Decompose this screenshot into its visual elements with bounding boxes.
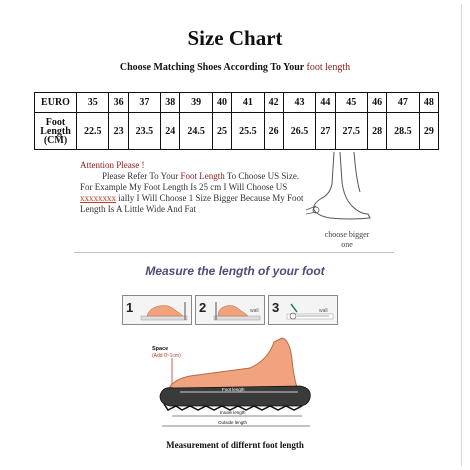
foot-length-cell: 26 <box>264 113 283 150</box>
divider <box>74 252 394 253</box>
foot-length-cell: 28.5 <box>387 113 419 150</box>
foot-label-line: Foot <box>45 116 66 128</box>
euro-size-cell: 48 <box>419 93 438 113</box>
page-title: Size Chart <box>187 26 283 50</box>
foot-against-wall-icon <box>212 300 262 322</box>
attention-text: Please Refer To Your <box>102 171 181 181</box>
foot-length-cell: 28 <box>367 113 386 150</box>
foot-label-line: Length <box>40 125 71 137</box>
space-value: (Add 0~1cm) <box>152 353 181 359</box>
outsole-length-label: Outside length <box>218 420 248 425</box>
euro-size-cell: 45 <box>335 93 367 113</box>
foot-length-cell: 29 <box>419 113 438 150</box>
foot-length-cell: 25 <box>212 113 231 150</box>
euro-size-cell: 42 <box>264 93 283 113</box>
attention-note <box>80 160 310 215</box>
euro-size-cell: 35 <box>77 93 109 113</box>
foot-label-line: (CM) <box>43 134 68 146</box>
foot-length-cell: 27.5 <box>335 113 367 150</box>
euro-row <box>35 93 439 113</box>
measure-heading: Measure the length of your foot <box>145 264 325 278</box>
foot-length-row <box>35 113 439 150</box>
insole-length-label: Insole length <box>220 410 246 415</box>
choose-note: choose bigger one <box>324 230 370 249</box>
subtitle-text: Choose Matching Shoes According To Your <box>119 62 307 73</box>
euro-size-cell: 37 <box>128 93 160 113</box>
attention-highlight: Foot Length <box>180 171 225 181</box>
euro-size-cell: 43 <box>283 93 315 113</box>
step-number: 2 <box>199 300 207 315</box>
foot-length-cell: 26.5 <box>283 113 315 150</box>
euro-size-cell: 41 <box>232 93 264 113</box>
step-1-panel <box>122 295 192 325</box>
foot-length-cell: 23.5 <box>128 113 160 150</box>
subtitle <box>0 62 470 73</box>
ruler-mark-icon <box>285 300 335 322</box>
euro-size-cell: 47 <box>387 93 419 113</box>
size-table <box>34 92 439 150</box>
foot-sketch-icon <box>300 148 380 228</box>
euro-size-cell: 39 <box>180 93 212 113</box>
foot-length-cell: 25.5 <box>232 113 264 150</box>
step-2-panel <box>195 295 265 325</box>
foot-length-label: Foot length <box>222 387 245 392</box>
euro-size-cell: 40 <box>212 93 231 113</box>
euro-size-cell: 44 <box>316 93 335 113</box>
foot-length-cell: 24.5 <box>180 113 212 150</box>
foot-length-cell: 27 <box>316 113 335 150</box>
foot-length-cell: 23 <box>109 113 128 150</box>
euro-size-cell: 38 <box>161 93 180 113</box>
euro-size-cell: 46 <box>367 93 386 113</box>
step-number: 1 <box>126 300 134 315</box>
wall-label: wall <box>319 308 328 314</box>
euro-label: EURO <box>35 93 77 113</box>
attention-title: Attention Please ! <box>80 160 145 170</box>
space-label: Space <box>152 346 169 352</box>
euro-size-cell: 36 <box>109 93 128 113</box>
foot-length-label <box>35 113 77 150</box>
diagram-caption: Measurement of differnt foot length <box>166 440 304 450</box>
foot-length-cell: 24 <box>161 113 180 150</box>
step-3-panel <box>268 295 338 325</box>
measure-steps <box>122 295 338 325</box>
foot-measure-diagram <box>150 330 320 430</box>
attention-redacted: xxxxxxxx <box>80 193 116 203</box>
step-number: 3 <box>272 300 280 315</box>
attention-text: To Choose US Size. For Example My Foot Length Is 25 cm I Will Choose US <box>80 171 300 192</box>
wall-label: wall <box>250 308 259 314</box>
attention-text: ially I Will Choose 1 Size Bigger Because My Foot Length Is A Little Wide And Fat <box>80 193 304 214</box>
foot-length-cell: 22.5 <box>77 113 109 150</box>
foot-on-paper-icon <box>139 300 189 322</box>
subtitle-highlight: foot length <box>306 62 351 73</box>
